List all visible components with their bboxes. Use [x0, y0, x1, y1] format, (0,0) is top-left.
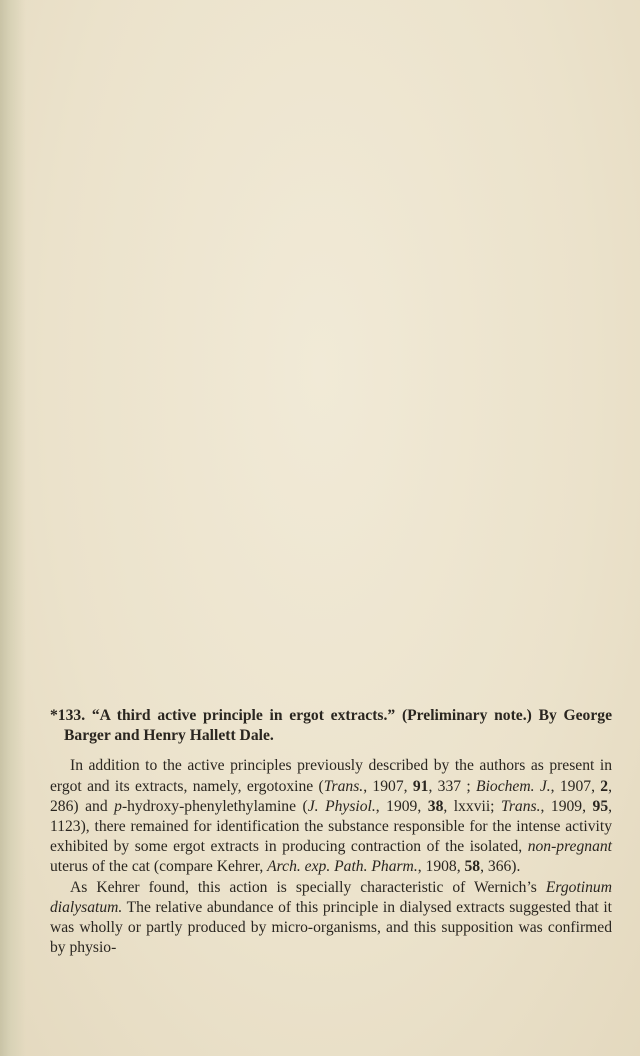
- entry-header: [50, 706, 612, 746]
- p1-citation-5-page: , 366).: [480, 858, 521, 876]
- p1-citation-3-year: , 1909,: [375, 797, 428, 815]
- p1-text-2: -hydroxy-phenylethylamine (: [121, 797, 308, 815]
- entry-byline: By George Barger and Henry Hallett Dale.: [64, 707, 612, 745]
- document-body: [50, 706, 612, 958]
- p1-citation-1-volume: 91: [412, 777, 429, 795]
- p1-citation-1-journal: Trans.: [323, 777, 364, 795]
- p1-citation-3-journal: J. Physiol.: [307, 797, 376, 815]
- p2-text-1: As Kehrer found, this action is specially characteristic of Wernich’s: [70, 878, 546, 896]
- p2-emphasis: Ergotinum dialysatum.: [50, 878, 612, 916]
- p1-citation-5-journal: Arch. exp. Path. Pharm.: [267, 858, 418, 876]
- p1-text-3: uterus of the cat (compare Kehrer,: [50, 858, 268, 876]
- paragraph-2: [50, 878, 612, 959]
- paragraph-1: [50, 756, 612, 877]
- p1-citation-5-year: , 1908,: [417, 858, 465, 876]
- p1-citation-1-page: , 337 ;: [428, 777, 477, 795]
- p1-citation-2-volume: 2: [600, 777, 609, 795]
- p1-citation-1-year: , 1907,: [363, 777, 413, 795]
- p1-para-prefix: p: [114, 797, 122, 815]
- p1-citation-3-volume: 38: [427, 797, 444, 815]
- binding-gutter-shadow: [0, 0, 26, 1056]
- p1-citation-4-volume: 95: [592, 797, 609, 815]
- p1-text-1: In addition to the active principles previously described by the authors as present in ergot and its extracts, namely, ergotoxine (: [50, 757, 612, 795]
- p1-citation-4-journal: Trans.: [501, 797, 541, 815]
- entry-number: *133.: [50, 707, 86, 724]
- p2-text-2: The relative abundance of this principle in dialysed extracts suggested that it was wholly or partly produced by micro-organisms, and this supposition was confirmed by physio-: [50, 898, 612, 957]
- p1-citation-4-page: , 1123), there remained for identification the substance responsible for the intense activity exhibited by some ergot extracts in producing contraction of the isolated,: [50, 797, 613, 856]
- p1-citation-4-year: , 1909,: [540, 797, 593, 815]
- entry-note: (Preliminary note.): [401, 707, 532, 724]
- p1-emphasis: non-pregnant: [527, 838, 612, 856]
- p1-citation-3-page: , lxxvii;: [443, 797, 502, 815]
- p1-citation-2-page: , 286) and: [50, 777, 612, 815]
- p1-citation-5-volume: 58: [464, 858, 481, 876]
- p1-citation-2-journal: Biochem. J.: [476, 777, 551, 795]
- p1-citation-2-year: , 1907,: [550, 777, 601, 795]
- entry-title: “A third active principle in ergot extracts.”: [91, 707, 396, 724]
